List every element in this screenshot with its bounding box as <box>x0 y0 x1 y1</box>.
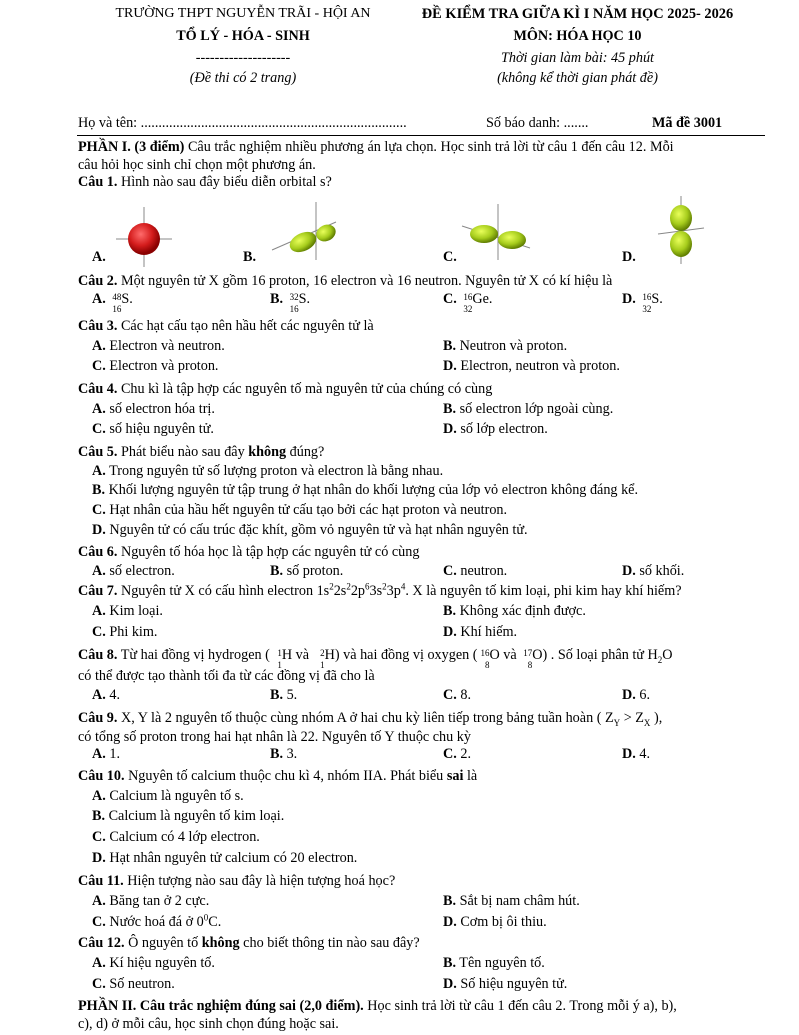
q7-option-d[interactable]: D. Khí hiếm. <box>443 624 518 640</box>
q11-option-b[interactable]: B. Sắt bị nam châm hút. <box>443 893 580 909</box>
q6-option-b[interactable]: B. số proton. <box>270 563 344 579</box>
part2-title: PHẦN II. Câu trắc nghiệm đúng sai (2,0 điểm). <box>78 998 364 1014</box>
question-text: Hình nào sau đây biểu diễn orbital s? <box>117 174 332 190</box>
element-symbol: Ge <box>472 291 489 307</box>
q9-option-a[interactable]: A. 1. <box>92 746 120 762</box>
q7-option-b[interactable]: B. Không xác định được. <box>443 603 586 619</box>
option-label: C. <box>443 291 457 307</box>
q3-option-c[interactable]: C. Electron và proton. <box>92 358 219 374</box>
q9-option-c[interactable]: C. 2. <box>443 746 471 762</box>
department: TỔ LÝ - HÓA - SINH <box>176 28 310 44</box>
subject: MÔN: HÓA HỌC 10 <box>513 28 642 44</box>
question-number: Câu 2. <box>78 273 118 289</box>
q1-option-c-label[interactable]: C. <box>443 249 457 265</box>
q3-option-a[interactable]: A. Electron và neutron. <box>92 338 225 354</box>
q2-option-b[interactable]: B. 32 16 S. <box>270 291 310 314</box>
q5-option-d[interactable]: D. Nguyên tử có cấu trúc đặc khít, gồm vỏ nguyên tử và hạt nhân nguyên tử. <box>92 522 528 538</box>
question-9-line2: có tổng số proton trong hai hạt nhân là 22. Nguyên tố Y thuộc chu kỳ <box>78 729 471 745</box>
q2-option-c[interactable]: C. 16 32 Ge. <box>443 291 493 314</box>
question-1 <box>78 174 332 191</box>
nuclide-notation: 16 32 <box>463 291 473 314</box>
question-number: Câu 4. <box>78 381 118 397</box>
question-number: Câu 1. <box>78 174 118 190</box>
q1-option-a-label[interactable]: A. <box>92 249 106 265</box>
question-4 <box>78 381 492 398</box>
q4-option-b[interactable]: B. số electron lớp ngoài cùng. <box>443 401 614 417</box>
q5-option-a[interactable]: A. Trong nguyên tử số lượng proton và electron là bằng nhau. <box>92 463 444 479</box>
question-number: Câu 7. <box>78 583 118 599</box>
question-7: Câu 7. Nguyên tử X có cấu hình electron $1s^22s^22p^63s^23p^4$. X là nguyên tố kim loại, phi kim hay khí hiếm? <box>78 581 682 599</box>
q10-option-a[interactable]: A. Calcium là nguyên tố s. <box>92 788 244 804</box>
question-3 <box>78 318 374 335</box>
q5-option-b[interactable]: B. Khối lượng nguyên tử tập trung ở hạt nhân do khối lượng của lớp vỏ electron không đáng kể. <box>92 482 639 498</box>
part2-intro-line2: c), d) ở mỗi câu, học sinh chọn đúng hoặc sai. <box>78 1016 339 1032</box>
option-label: D. <box>622 291 636 307</box>
question-number: Câu 11. <box>78 873 124 889</box>
q7-option-a[interactable]: A. Kim loại. <box>92 603 163 619</box>
q4-option-d[interactable]: D. số lớp electron. <box>443 421 548 437</box>
exam-title: ĐỀ KIỂM TRA GIỮA KÌ I NĂM HỌC 2025- 2026 <box>421 6 734 22</box>
q10-option-c[interactable]: C. Calcium có 4 lớp electron. <box>92 829 260 845</box>
q7-option-c[interactable]: C. Phi kim. <box>92 624 158 640</box>
question-text: Các hạt cấu tạo nên hầu hết các nguyên tử là <box>117 318 374 334</box>
question-number: Câu 6. <box>78 544 118 560</box>
element-symbol: S <box>121 291 130 307</box>
p-orbital-vertical-image <box>656 194 706 266</box>
q8-option-d[interactable]: D. 6. <box>622 687 650 703</box>
question-number: Câu 10. <box>78 768 125 784</box>
question-12: Câu 12. Ô nguyên tố không cho biết thông tin nào sau đây? <box>78 935 420 951</box>
q2-option-a[interactable]: A. 48 16 S. <box>92 291 133 314</box>
p-orbital-diagonal-image <box>268 200 338 262</box>
q11-option-c[interactable]: C. Nước hoá đá ở $0^0C$. <box>92 912 222 930</box>
question-6 <box>78 544 419 561</box>
question-11 <box>78 873 395 890</box>
part1-title: PHẦN I. (3 điểm) <box>78 139 185 155</box>
question-text: Một nguyên tử X gồm 16 proton, 16 electron và 16 neutron. Nguyên tử X có kí hiệu là <box>117 273 613 289</box>
part2-instructions: Học sinh trả lời từ câu 1 đến câu 2. Trong mỗi ý a), b), <box>363 998 677 1014</box>
p-orbital-horizontal-image <box>460 202 532 262</box>
q11-option-d[interactable]: D. Cơm bị ôi thiu. <box>443 914 547 930</box>
q11-option-a[interactable]: A. Băng tan ở 2 cực. <box>92 893 210 909</box>
nuclide-notation: 48 16 <box>112 291 122 314</box>
q10-option-d[interactable]: D. Hạt nhân nguyên tử calcium có 20 electron. <box>92 850 358 866</box>
q8-option-b[interactable]: B. 5. <box>270 687 298 703</box>
question-10: Câu 10. Nguyên tố calcium thuộc chu kì 4, nhóm IIA. Phát biểu sai là <box>78 768 478 784</box>
header-dashes: -------------------- <box>195 50 291 66</box>
q9-option-d[interactable]: D. 4. <box>622 746 650 762</box>
q6-option-d[interactable]: D. số khối. <box>622 563 685 579</box>
header-divider <box>77 135 765 136</box>
part1-instructions: Câu trắc nghiệm nhiều phương án lựa chọn. Học sinh trả lời từ câu 1 đến câu 12. Mỗi <box>184 139 674 155</box>
q12-option-d[interactable]: D. Số hiệu nguyên tử. <box>443 976 568 992</box>
school-name: TRƯỜNG THPT NGUYỄN TRÃI - HỘI AN <box>115 6 371 21</box>
q8-option-c[interactable]: C. 8. <box>443 687 471 703</box>
question-number: Câu 9. <box>78 710 118 726</box>
q12-option-c[interactable]: C. Số neutron. <box>92 976 175 992</box>
nuclide-notation: 16 32 <box>642 291 652 314</box>
q5-option-c[interactable]: C. Hạt nhân của hầu hết nguyên tử cấu tạo bởi các hạt proton và neutron. <box>92 502 508 518</box>
q12-option-b[interactable]: B. Tên nguyên tố. <box>443 955 545 971</box>
question-number: Câu 3. <box>78 318 118 334</box>
q4-option-c[interactable]: C. số hiệu nguyên tử. <box>92 421 214 437</box>
element-symbol: S <box>298 291 307 307</box>
q12-option-a[interactable]: A. Kí hiệu nguyên tố. <box>92 955 215 971</box>
exam-time-note: (không kể thời gian phát đề) <box>497 70 658 86</box>
q4-option-a[interactable]: A. số electron hóa trị. <box>92 401 215 417</box>
page-count: (Đề thi có 2 trang) <box>189 70 297 86</box>
question-5: Câu 5. Phát biểu nào sau đây không đúng? <box>78 444 325 460</box>
element-symbol: S <box>651 291 660 307</box>
question-number: Câu 5. <box>78 444 118 460</box>
part1-intro <box>78 139 674 156</box>
exam-time: Thời gian làm bài: 45 phút <box>500 50 654 66</box>
question-number: Câu 8. <box>78 647 118 663</box>
question-text: Chu kì là tập hợp các nguyên tố mà nguyên tử của chúng có cùng <box>117 381 493 397</box>
part2-intro <box>78 998 677 1015</box>
q1-option-b-label[interactable]: B. <box>243 249 257 265</box>
question-text: Nguyên tố hóa học là tập hợp các nguyên tử có cùng <box>117 544 420 560</box>
question-8: Câu 8. Từ hai đồng vị hydrogen ( 1 1 H và 2 1 H) và hai đồng vị oxygen ( 16 8 O và 17 8 O) . Số loại phân tử $H_2O$ <box>78 647 673 670</box>
nuclide-notation: 32 16 <box>289 291 299 314</box>
s-orbital-sphere-image <box>114 205 174 270</box>
candidate-number-field[interactable]: Số báo danh: ....... <box>486 115 589 131</box>
q3-option-d[interactable]: D. Electron, neutron và proton. <box>443 358 620 374</box>
q2-option-d[interactable]: D. 16 32 S. <box>622 291 663 314</box>
q10-option-b[interactable]: B. Calcium là nguyên tố kim loại. <box>92 808 285 824</box>
exam-code: Mã đề 3001 <box>652 115 723 131</box>
student-name-field[interactable]: Họ và tên: ........................................................................... <box>78 115 407 131</box>
question-9: Câu 9. X, Y là 2 nguyên tố thuộc cùng nhóm A ở hai chu kỳ liên tiếp trong bảng tuần hoàn ( $Z_Y > Z_X$ ), <box>78 710 663 728</box>
question-8-line2: có thể được tạo thành tối đa từ các đồng vị đã cho là <box>78 668 375 684</box>
q6-option-c[interactable]: C. neutron. <box>443 563 508 579</box>
q9-option-b[interactable]: B. 3. <box>270 746 298 762</box>
question-text: Hiện tượng nào sau đây là hiện tượng hoá học? <box>123 873 396 889</box>
q3-option-b[interactable]: B. Neutron và proton. <box>443 338 568 354</box>
question-2 <box>78 273 612 290</box>
part1-intro-line2: câu hỏi học sinh chỉ chọn một phương án. <box>78 157 316 173</box>
q6-option-a[interactable]: A. số electron. <box>92 563 175 579</box>
option-label: A. <box>92 291 106 307</box>
q8-option-a[interactable]: A. 4. <box>92 687 120 703</box>
question-number: Câu 12. <box>78 935 125 951</box>
option-label: B. <box>270 291 284 307</box>
q1-option-d-label[interactable]: D. <box>622 249 636 265</box>
